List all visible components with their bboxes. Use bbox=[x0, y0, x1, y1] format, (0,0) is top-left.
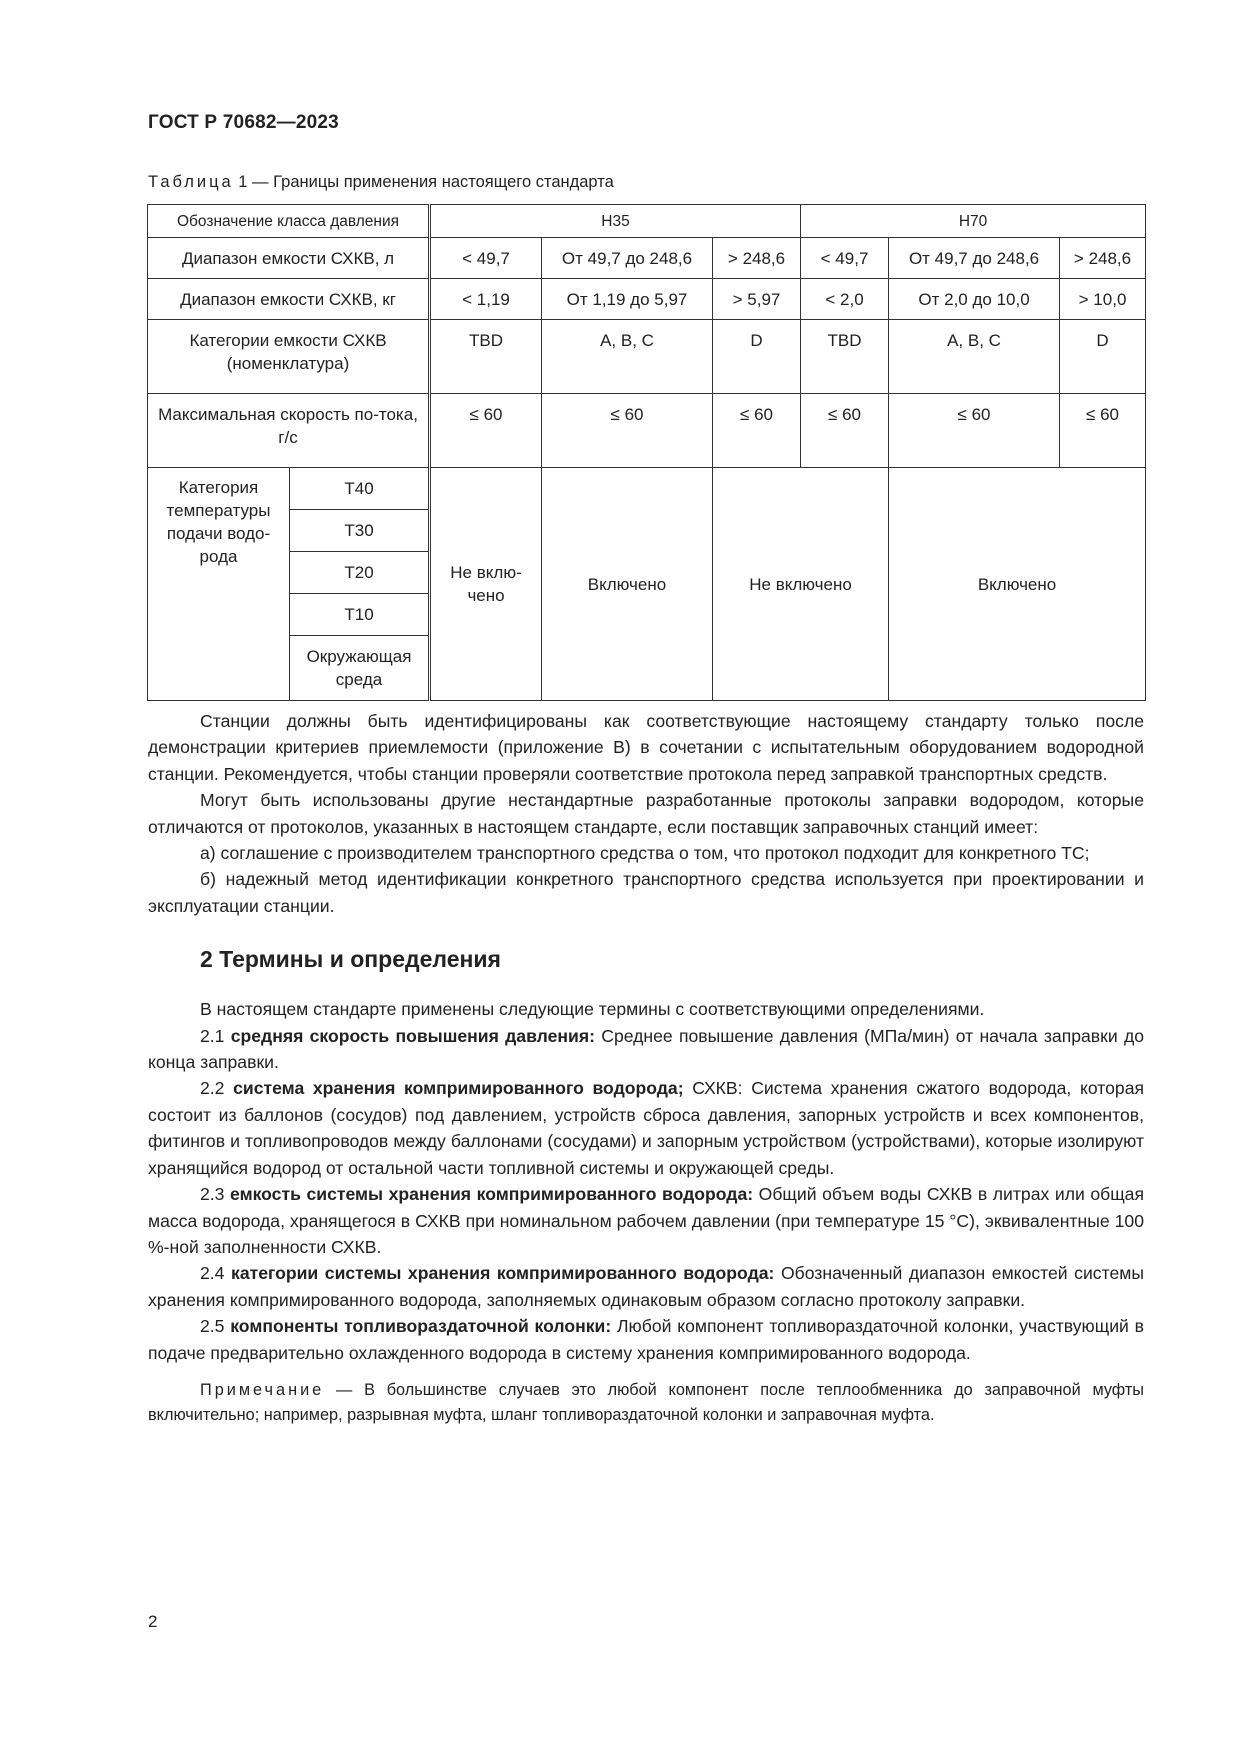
table-cell: A, B, C bbox=[889, 320, 1060, 394]
table-cell: > 5,97 bbox=[713, 279, 801, 320]
table-cell: Не включено bbox=[713, 468, 889, 701]
term-number: 2.1 bbox=[200, 1025, 231, 1046]
row-label: Диапазон емкости СХКВ, кг bbox=[148, 279, 430, 320]
table-cell: От 49,7 до 248,6 bbox=[889, 238, 1060, 279]
table-row bbox=[148, 468, 1146, 510]
table-row bbox=[148, 394, 1146, 468]
table-cell: A, B, C bbox=[542, 320, 713, 394]
term-number: 2.2 bbox=[200, 1078, 234, 1099]
table-cell: TBD bbox=[430, 320, 542, 394]
term-number: 2.5 bbox=[200, 1316, 231, 1337]
note bbox=[148, 1378, 1144, 1428]
temperature-class: Окружающая среда bbox=[290, 636, 430, 701]
table-cell: < 49,7 bbox=[430, 238, 542, 279]
paragraph: В настоящем стандарте применены следующие термины с соответствующими определениями. bbox=[200, 999, 985, 1020]
term-text: Обозначенный диапазон емкостей системы хранения компримированного водорода, заполняемых одинаковым образом согласно протоколу заправки. bbox=[148, 1263, 1144, 1310]
table-cell: ≤ 60 bbox=[430, 394, 542, 468]
term-definition bbox=[148, 1313, 1144, 1366]
table-cell: D bbox=[713, 320, 801, 394]
row-label: Категории емкости СХКВ (номенклатура) bbox=[148, 320, 430, 394]
table-cell: От 1,19 до 5,97 bbox=[542, 279, 713, 320]
table-cell: Включено bbox=[542, 468, 713, 701]
term-text: Среднее повышение давления (МПа/мин) от начала заправки до конца заправки. bbox=[148, 1025, 1144, 1073]
table-row bbox=[148, 279, 1146, 320]
temperature-class: T10 bbox=[290, 594, 430, 636]
table-cell: От 2,0 до 10,0 bbox=[889, 279, 1060, 320]
term-name: компоненты топливораздаточной колонки: bbox=[230, 1316, 612, 1337]
table-cell: < 2,0 bbox=[801, 279, 889, 320]
paragraph: а) соглашение с производителем транспортного средства о том, что протокол подходит для конкретного ТС; bbox=[200, 843, 1090, 864]
term-text: Любой компонент топливораздаточной колонки, участвующий в подаче предварительно охлажденного водорода в систему хранения компримированного водорода. bbox=[148, 1316, 1144, 1363]
table-cell: < 1,19 bbox=[430, 279, 542, 320]
table-cell: Не вклю-чено bbox=[430, 468, 542, 701]
temperature-class: T30 bbox=[290, 510, 430, 552]
table-cell: ≤ 60 bbox=[542, 394, 713, 468]
paragraph: Станции должны быть идентифицированы как соответствующие настоящему стандарту только после демонстрации критериев приемлемости (приложение В) в сочетании с испытательным оборудованием водородной станции. Рекомендуется, чтобы станции проверяли соответствие протокола перед заправкой транспортных средств. bbox=[148, 711, 1144, 784]
note-word: Примечание bbox=[200, 1380, 325, 1399]
note-text: — В большинстве случаев это любой компонент после теплообменника до заправочной муфты включительно; например, разрывная муфта, шланг топливораздаточной колонки и заправочная муфта. bbox=[148, 1380, 1144, 1424]
term-definition bbox=[148, 1075, 1144, 1181]
row-label: Диапазон емкости СХКВ, л bbox=[148, 238, 430, 279]
table-cell: ≤ 60 bbox=[1060, 394, 1146, 468]
table-cell: TBD bbox=[801, 320, 889, 394]
table-cell: < 49,7 bbox=[801, 238, 889, 279]
term-name: средняя скорость повышения давления: bbox=[230, 1025, 595, 1046]
table-caption-word: Таблица bbox=[148, 173, 234, 191]
temperature-class: T40 bbox=[290, 468, 430, 510]
page-number: 2 bbox=[148, 1612, 158, 1631]
term-name: категории системы хранения компримированного водорода: bbox=[231, 1263, 775, 1284]
header-cell-label: Обозначение класса давления bbox=[148, 205, 430, 238]
document-body bbox=[148, 708, 1144, 1428]
table-header-row bbox=[148, 205, 1146, 238]
table-cell: > 10,0 bbox=[1060, 279, 1146, 320]
term-definition bbox=[148, 1260, 1144, 1313]
header-cell-h35: H35 bbox=[430, 205, 801, 238]
section-title: 2 Термины и определения bbox=[200, 946, 501, 973]
term-definition bbox=[148, 1181, 1144, 1260]
term-text: СХКВ: Система хранения сжатого водорода, которая состоит из баллонов (сосудов) под давлением, устройств сброса давления, запорных устройств и всех компонентов, фитингов и топливопроводов между баллонами (сосудами) и запорным устройством (устройствами), которые изолируют хранящийся водород от остальной части топливной системы и окружающей среды. bbox=[148, 1078, 1145, 1178]
table-row bbox=[148, 238, 1146, 279]
table-cell: ≤ 60 bbox=[889, 394, 1060, 468]
temperature-category-label: Категория температуры подачи водо-рода bbox=[148, 468, 290, 701]
table-caption-text: 1 — Границы применения настоящего стандарта bbox=[233, 173, 614, 191]
term-name: система хранения компримированного водорода; bbox=[233, 1078, 684, 1099]
row-label: Максимальная скорость по-тока, г/с bbox=[148, 394, 430, 468]
table-cell: ≤ 60 bbox=[801, 394, 889, 468]
table-cell: > 248,6 bbox=[1060, 238, 1146, 279]
header-cell-h70: H70 bbox=[801, 205, 1146, 238]
paragraph: Могут быть использованы другие нестандартные разработанные протоколы заправки водородом, которые отличаются от протоколов, указанных в настоящем стандарте, если поставщик заправочных станций имеет: bbox=[148, 790, 1144, 837]
table-cell: D bbox=[1060, 320, 1146, 394]
table-cell: ≤ 60 bbox=[713, 394, 801, 468]
term-name: емкость системы хранения компримированного водорода: bbox=[230, 1184, 754, 1205]
term-definition bbox=[148, 1023, 1144, 1076]
document-header: ГОСТ Р 70682—2023 bbox=[148, 112, 339, 133]
term-number: 2.4 bbox=[200, 1263, 232, 1284]
term-number: 2.3 bbox=[200, 1184, 231, 1205]
table-cell: > 248,6 bbox=[713, 238, 801, 279]
paragraph: б) надежный метод идентификации конкретного транспортного средства используется при проектировании и эксплуатации станции. bbox=[148, 869, 1144, 916]
table-cell: От 49,7 до 248,6 bbox=[542, 238, 713, 279]
term-text: Общий объем воды СХКВ в литрах или общая масса водорода, хранящегося в СХКВ при номинальном рабочем давлении (при температуре 15 °С), эквивалентные 100 %-ной заполненности СХКВ. bbox=[148, 1184, 1144, 1257]
temperature-class: T20 bbox=[290, 552, 430, 594]
table-cell: Включено bbox=[889, 468, 1146, 701]
table-caption bbox=[148, 173, 614, 192]
table-row bbox=[148, 320, 1146, 394]
scope-table bbox=[147, 204, 1146, 701]
